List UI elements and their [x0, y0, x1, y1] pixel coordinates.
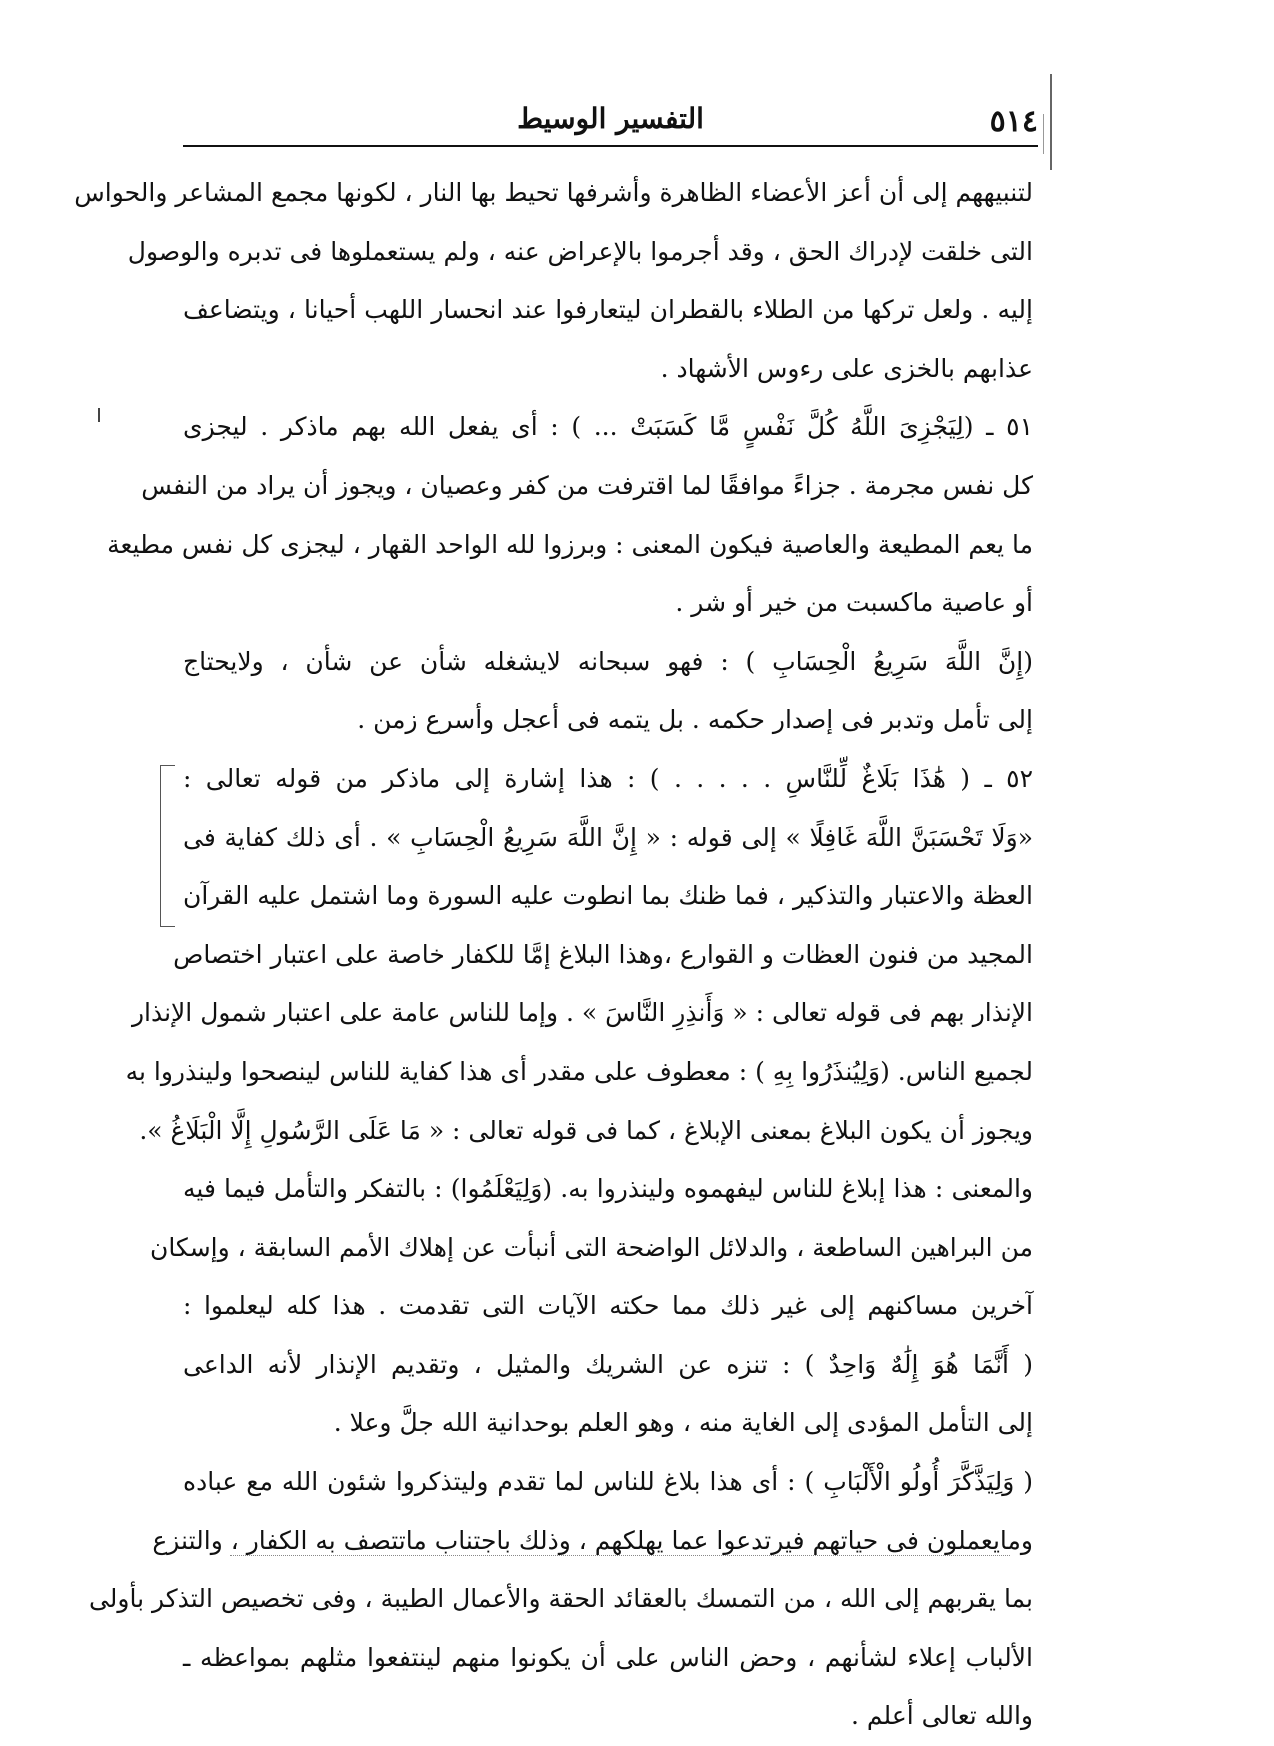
text-line: كل نفس مجرمة . جزاءً موافقًا لما اقترفت من كفر وعصيان ، ويجوز أن يراد من النفس: [141, 470, 1033, 500]
header-rule: [183, 145, 1038, 147]
text-line: والله تعالى أعلم .: [851, 1701, 1033, 1731]
margin-bracket: [160, 765, 175, 927]
margin-mark: [1040, 74, 1054, 170]
text-line: ( وَلِيَذَّكَّرَ أُولُو الْأَلْبَابِ ) : أى هذا بلاغ للناس لما تقدم وليتذكروا شئون الله مع عباده: [183, 1467, 1033, 1497]
running-title: التفسير الوسيط: [517, 102, 704, 135]
text-line: (إِنَّ اللَّهَ سَرِيعُ الْحِسَابِ ) : فهو سبحانه لايشغله شأن عن شأن ، ولايحتاج: [183, 646, 1033, 676]
text-line: عذابهم بالخزى على رءوس الأشهاد .: [660, 353, 1033, 383]
text-line: ويجوز أن يكون البلاغ بمعنى الإبلاغ ، كما فى قوله تعالى : « مَا عَلَى الرَّسُولِ إِلَّا الْبَلَاغُ ».: [139, 1115, 1033, 1145]
text-line: لتنبيههم إلى أن أعز الأعضاء الظاهرة وأشرفها تحيط بها النار ، لكونها مجمع المشاعر والحواس: [74, 178, 1033, 207]
text-line: إليه . ولعل تركها من الطلاء بالقطران ليتعارفوا عند انحسار اللهب أحيانا ، ويتضاعف: [183, 295, 1033, 325]
margin-tick: [98, 408, 104, 422]
text-line: التى خلقت لإدراك الحق ، وقد أجرموا بالإعراض عنه ، ولم يستعملوها فى تدبره والوصول: [127, 236, 1033, 266]
page-number: ٥١٤: [989, 104, 1038, 139]
text-line: ما يعم المطيعة والعاصية فيكون المعنى : وبرزوا لله الواحد القهار ، ليجزى كل نفس مطيعة: [107, 529, 1033, 559]
text-line: ومايعملون فى حياتهم فيرتدعوا عما يهلكهم ، وذلك باجتناب ماتتصف به الكفار ، والتنزع: [152, 1525, 1033, 1555]
text-line: ٥١ ـ (لِيَجْزِىَ اللَّهُ كُلَّ نَفْسٍ مَّا كَسَبَتْ ... ) : أى يفعل الله بهم ماذكر . ليجزى: [183, 412, 1033, 442]
text-line: أو عاصية ماكسبت من خير أو شر .: [675, 588, 1033, 618]
text-line: إلى التأمل المؤدى إلى الغاية منه ، وهو العلم بوحدانية الله جلَّ وعلا .: [333, 1408, 1033, 1438]
text-line: ( أَنَّمَا هُوَ إِلَٰهٌ وَاحِدٌ ) : تنزه عن الشريك والمثيل ، وتقديم الإنذار لأنه الداعى: [183, 1349, 1033, 1379]
page-header: [183, 96, 1038, 146]
text-line: الألباب إعلاء لشأنهم ، وحض الناس على أن يكونوا منهم لينتفعوا مثلهم بمواعظه ـ: [183, 1642, 1033, 1672]
scan-edge: [230, 1555, 1010, 1556]
text-line: الإنذار بهم فى قوله تعالى : « وَأَنذِرِ النَّاسَ » . وإما للناس عامة على اعتبار شمول الإنذار: [131, 998, 1033, 1028]
text-line: والمعنى : هذا إبلاغ للناس ليفهموه ولينذروا به. (وَلِيَعْلَمُوا) : بالتفكر والتأمل فيما فيه: [183, 1174, 1033, 1204]
text-line: ٥٢ ـ ( هَٰذَا بَلَاغٌ لِّلنَّاسِ . . . . . ) : هذا إشارة إلى ماذكر من قوله تعالى :: [183, 763, 1034, 793]
text-line: بما يقربهم إلى الله ، من التمسك بالعقائد الحقة والأعمال الطيبة ، وفى تخصيص التذكر بأولى: [88, 1584, 1033, 1614]
text-line: من البراهين الساطعة ، والدلائل الواضحة التى أنبأت عن إهلاك الأمم السابقة ، وإسكان: [149, 1232, 1033, 1262]
text-line: إلى تأمل وتدبر فى إصدار حكمه . بل يتمه فى أعجل وأسرع زمن .: [357, 705, 1033, 735]
text-line: المجيد من فنون العظات و القوارع ،وهذا البلاغ إمَّا للكفار خاصة على اعتبار اختصاص: [173, 939, 1033, 969]
text-line: لجميع الناس. (وَلِيُنذَرُوا بِهِ ) : معطوف على مقدر أى هذا كفاية للناس لينصحوا ولينذروا به: [125, 1056, 1033, 1086]
text-line: العظة والاعتبار والتذكير ، فما ظنك بما انطوت عليه السورة وما اشتمل عليه القرآن: [183, 881, 1033, 911]
text-line: «وَلَا تَحْسَبَنَّ اللَّهَ غَافِلًا » إلى قوله : « إِنَّ اللَّهَ سَرِيعُ الْحِسَابِ » . أى ذلك كفاية فى: [183, 822, 1033, 852]
body-text: [74, 164, 1034, 1746]
text-line: آخرين مساكنهم إلى غير ذلك مما حكته الآيات التى تقدمت . هذا كله ليعلموا :: [183, 1291, 1033, 1321]
